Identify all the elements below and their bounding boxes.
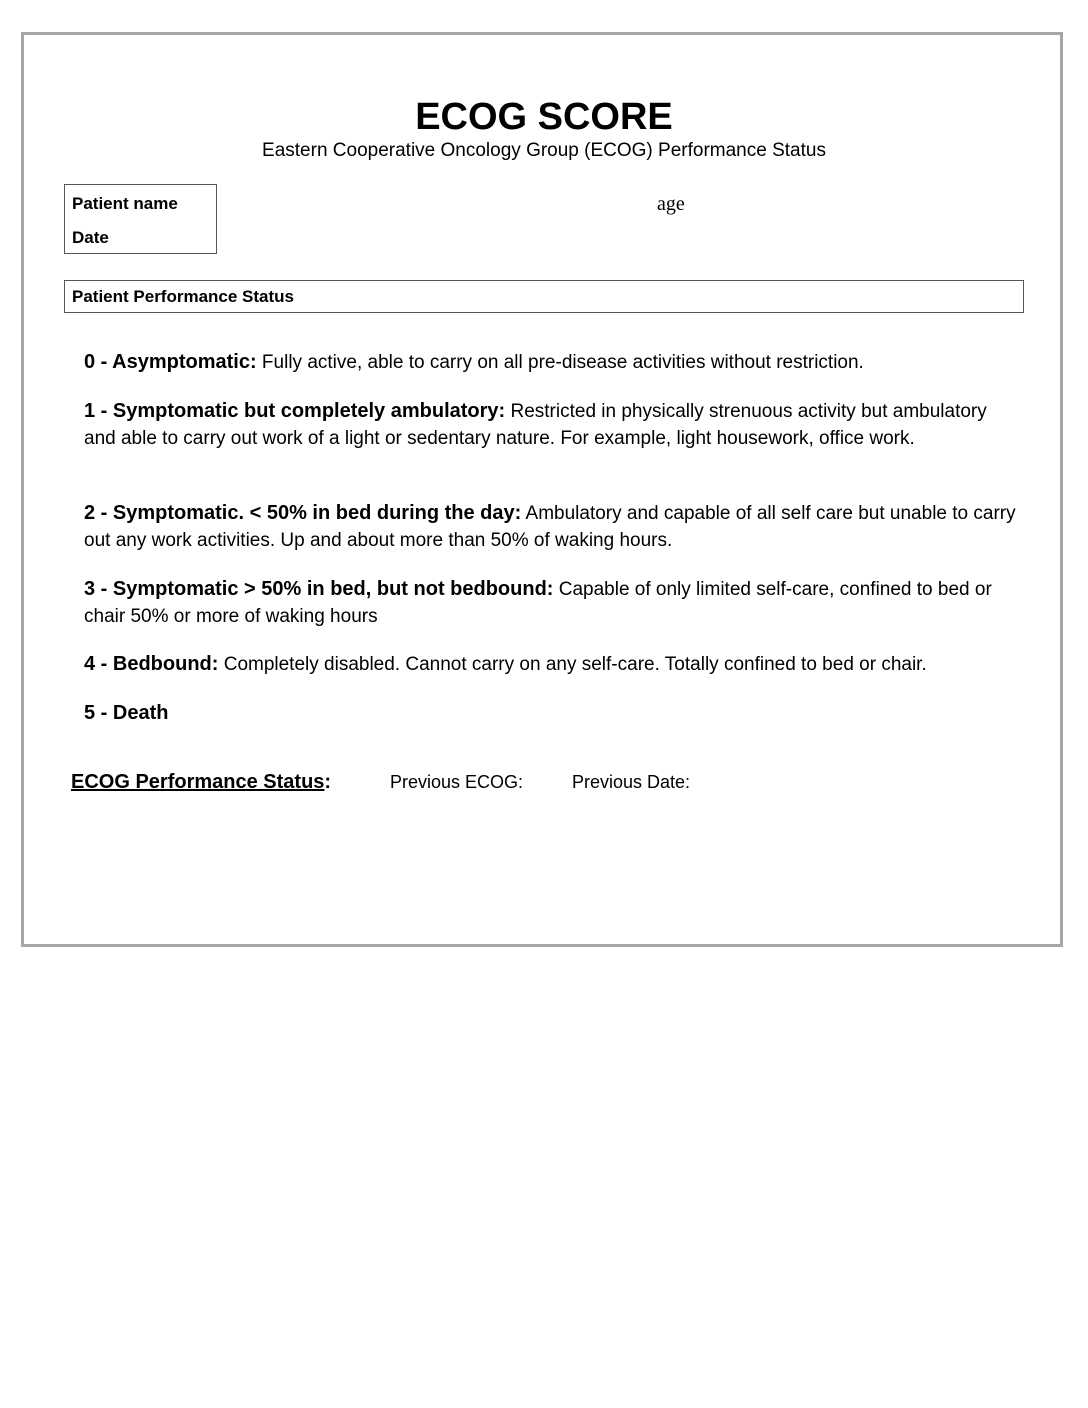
performance-status-header [64,280,1024,313]
ecog-grade-0 [84,349,1019,376]
ecog-performance-status-label [71,770,331,794]
patient-info-box [64,184,217,254]
grade-label: 1 - Symptomatic but completely ambulatory: [84,400,506,422]
grade-description: Fully active, able to carry on all pre-disease activities without restriction. [256,352,864,373]
grade-label: 0 - Asymptomatic: [84,351,257,373]
ecog-status-colon: : [324,771,332,793]
patient-name-label: Patient name [72,194,178,213]
page-title: ECOG SCORE [415,96,673,138]
ecog-grade-5 [84,700,1019,727]
page-subtitle: Eastern Cooperative Oncology Group (ECOG) Performance Status [262,140,826,161]
grade-description: Restricted in physically strenuous activity but ambulatory and able to carry out work of a light or sedentary nature. For example, light housework, office work. [84,401,987,449]
date-label: Date [72,228,109,247]
previous-ecog-label: Previous ECOG: [390,772,524,792]
ecog-grade-4 [84,651,1019,678]
age-label: age [657,193,685,215]
previous-date-label: Previous Date: [572,772,691,792]
ecog-grade-2 [84,500,1019,554]
performance-status-title: Patient Performance Status [72,287,295,306]
grade-label: 3 - Symptomatic > 50% in bed, but not bedbound: [84,578,554,600]
grade-description: Ambulatory and capable of all self care but unable to carry out any work activities. Up and about more than 50% of waking hours. [84,503,1016,551]
grade-label: 4 - Bedbound: [84,653,219,675]
form-border [21,32,1063,947]
ecog-status-text: ECOG Performance Status [71,771,325,793]
ecog-grade-1 [84,398,1019,452]
grade-description: Capable of only limited self-care, confined to bed or chair 50% or more of waking hours [84,579,992,627]
ecog-grade-3 [84,576,1019,630]
grade-description: Completely disabled. Cannot carry on any self-care. Totally confined to bed or chair. [218,654,927,675]
grade-label: 5 - Death [84,702,169,724]
grade-label: 2 - Symptomatic. < 50% in bed during the day: [84,502,522,524]
